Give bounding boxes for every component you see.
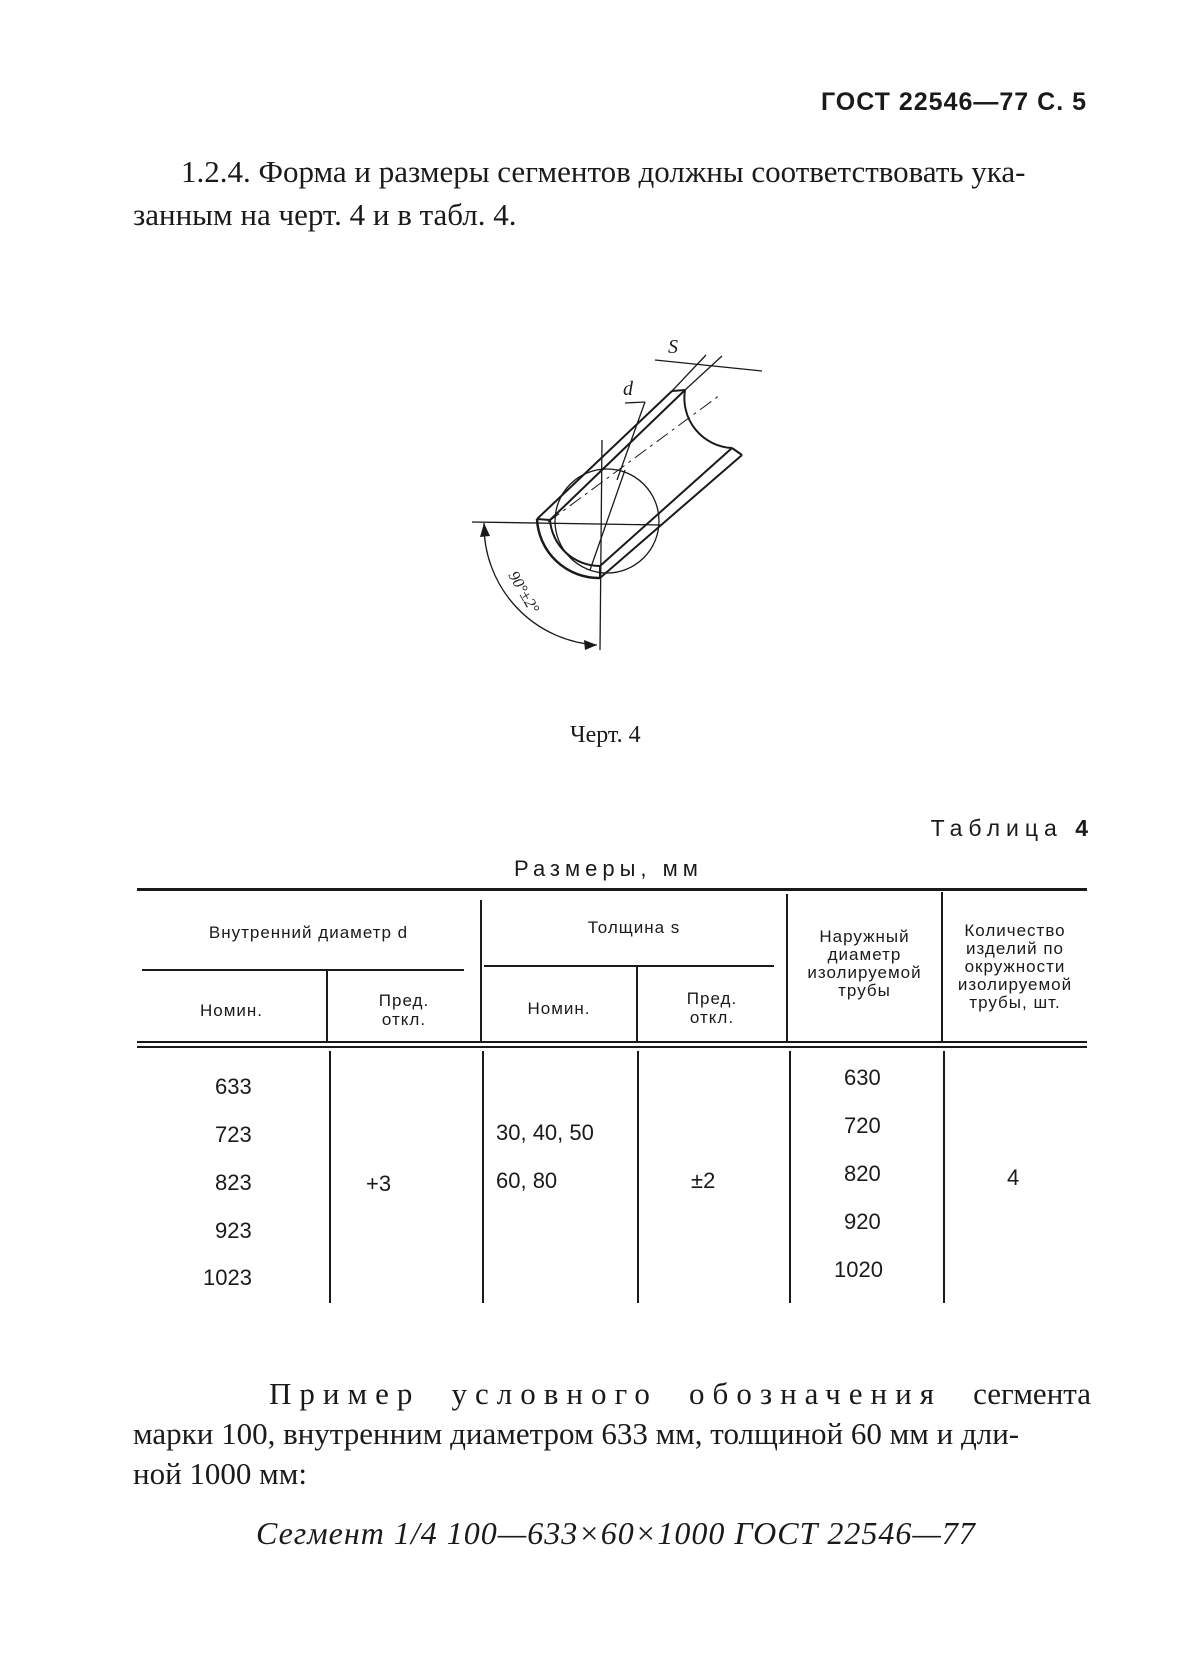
segment-inner-arc [550, 520, 600, 566]
inner-nominal-5: 1023 [203, 1265, 252, 1290]
segment-edge-4 [600, 455, 742, 578]
inner-tolerance: +3 [366, 1171, 392, 1196]
table-subtitle: Размеры, мм [514, 856, 703, 881]
header-inner-tolerance: Пред. откл. [378, 991, 430, 1029]
header-inner-diameter: Внутренний диаметр d [208, 923, 409, 942]
outer-diameter-2: 720 [844, 1113, 881, 1138]
figure-caption: Черт. 4 [570, 722, 641, 748]
thickness-nominal-2: 60, 80 [496, 1168, 558, 1193]
segment-edge-3 [600, 448, 732, 566]
page-header: ГОСТ 22546—77 С. 5 [820, 88, 1087, 116]
vline-body-5 [943, 1051, 945, 1303]
vline-body-2 [482, 1051, 484, 1303]
thickness-subheader-rule [484, 965, 774, 967]
table-label [931, 815, 1088, 842]
paragraph-line-2: занным на черт. 4 и в табл. 4. [133, 197, 517, 232]
segment-edge-2 [537, 391, 672, 519]
d-label: d [623, 378, 633, 400]
header-rule-1 [137, 1041, 1087, 1043]
angle-arc [484, 523, 597, 645]
outer-diameter-3: 820 [844, 1161, 881, 1186]
outer-diameter-5: 1020 [834, 1257, 883, 1282]
segment-end-top [537, 519, 550, 520]
segment-drawing [460, 335, 780, 655]
table-top-rule [137, 888, 1087, 891]
example-line-2: марки 100, внутренним диаметром 633 мм, толщиной 60 мм и дли- [133, 1416, 1020, 1451]
header-thickness: Толщина s [587, 918, 681, 937]
header-outer-diameter: Наружный диаметр изолируемой трубы [807, 927, 922, 1000]
horizontal-line [472, 522, 662, 525]
outer-diameter-1: 630 [844, 1065, 881, 1090]
designation-example: Сегмент 1/4 100—633×60×1000 ГОСТ 22546—77 [256, 1515, 976, 1551]
vline-body-1 [329, 1051, 331, 1303]
s-label: S [668, 336, 678, 358]
thickness-nominal-1: 30, 40, 50 [496, 1120, 594, 1145]
table-label-text: Таблица [930, 815, 1063, 841]
example-paragraph [133, 1374, 1091, 1494]
angle-label: 90°±2° [504, 568, 543, 617]
inner-nominal-2: 723 [215, 1122, 252, 1147]
diameter-dim [590, 470, 625, 570]
header-thickness-tolerance: Пред. откл. [686, 989, 738, 1027]
segment-far-end [684, 390, 732, 448]
dimensions-table [137, 888, 1087, 1303]
header-inner-nominal: Номин. [199, 1001, 264, 1020]
example-line-1: Пример условного обозначения сегмента [269, 1376, 1091, 1411]
s-dim-line [655, 360, 762, 371]
inner-nominal-3: 823 [215, 1170, 252, 1195]
vline-body-4 [789, 1051, 791, 1303]
inner-subheader-rule [142, 969, 464, 971]
table-number: 4 [1075, 815, 1088, 841]
header-thickness-nominal: Номин. [527, 999, 591, 1018]
header-quantity: Количество изделий по окружности изолируемой трубы, шт. [957, 921, 1073, 1012]
quantity-value: 4 [1007, 1165, 1020, 1190]
segment-edge-1 [550, 390, 685, 520]
inner-nominal-4: 923 [215, 1218, 252, 1243]
vline-body-3 [637, 1051, 639, 1303]
header-rule-2 [137, 1046, 1087, 1048]
axis-line [548, 395, 720, 522]
example-line-3: ной 1000 мм: [133, 1456, 308, 1491]
inner-nominal-1: 633 [215, 1074, 252, 1099]
thickness-tolerance: ±2 [691, 1168, 716, 1193]
outer-diameter-4: 920 [844, 1209, 881, 1234]
d-leader [617, 402, 645, 480]
paragraph-1-2-4 [133, 150, 1083, 236]
paragraph-line-1: 1.2.4. Форма и размеры сегментов должны соответствовать ука- [181, 154, 1026, 189]
